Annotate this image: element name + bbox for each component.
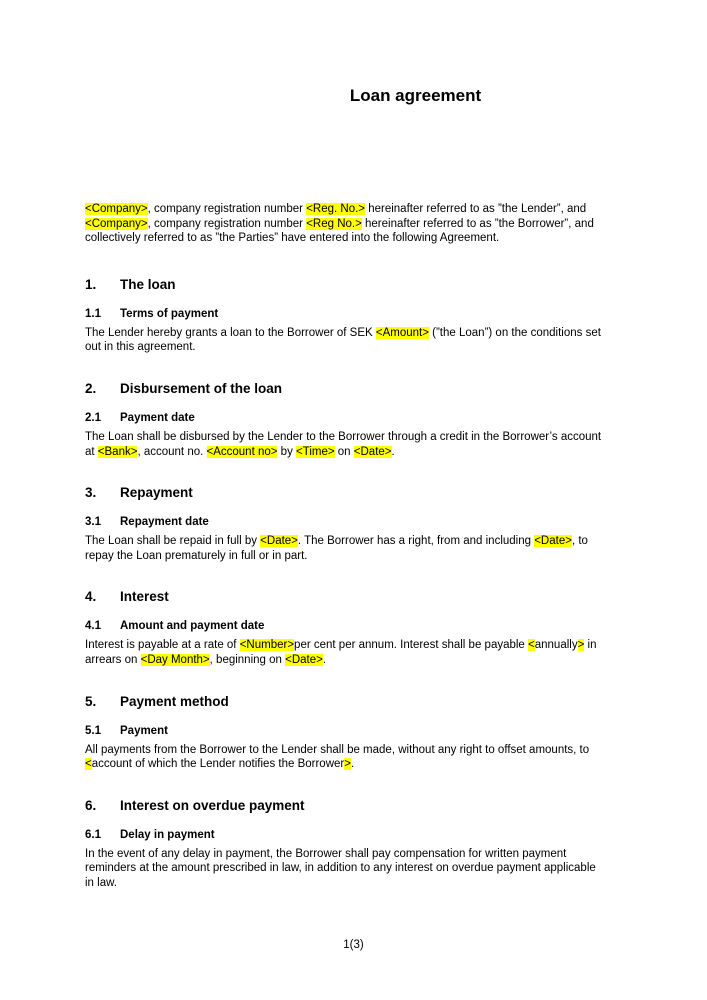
text-run: , company registration number xyxy=(147,217,307,230)
text-run: in law. xyxy=(85,876,117,889)
subsection-title: Terms of payment xyxy=(120,307,219,320)
placeholder-field[interactable]: <Date> xyxy=(353,445,392,458)
text-run: hereinafter referred to as ”the Borrower”, and xyxy=(361,217,594,230)
subsection-heading xyxy=(85,515,622,529)
section-number: 6. xyxy=(85,797,97,813)
text-run: . The Borrower has a right, from and including xyxy=(297,535,535,548)
section-3 xyxy=(85,485,622,563)
section-heading xyxy=(85,694,622,710)
section-heading xyxy=(85,381,622,397)
placeholder-field[interactable]: <Date> xyxy=(285,653,323,666)
placeholder-field[interactable]: <Bank> xyxy=(97,445,138,458)
text-run: . xyxy=(391,445,395,458)
section-heading xyxy=(85,485,622,501)
section-number: 2. xyxy=(85,380,97,396)
section-paragraph xyxy=(85,430,622,459)
section-number: 1. xyxy=(85,276,97,292)
text-run: out in this agreement. xyxy=(85,341,196,354)
page-number: 1(3) xyxy=(343,939,364,951)
section-title: Interest xyxy=(120,589,169,605)
placeholder-field[interactable]: <Time> xyxy=(296,445,335,458)
placeholder-field[interactable]: <Amount> xyxy=(375,326,429,339)
text-run: , to xyxy=(571,535,588,548)
text-run: reminders at the amount prescribed in law, in addition to any interest on overdue payment applicable xyxy=(85,862,596,875)
text-run: All payments from the Borrower to the Lender shall be made, without any right to offset amounts, to xyxy=(85,743,590,756)
text-run: . xyxy=(322,653,327,666)
text-run: account of which the Lender notifies the Borrower xyxy=(91,758,345,771)
subsection-heading xyxy=(85,411,622,425)
section-heading xyxy=(85,277,622,293)
text-run: . xyxy=(350,758,355,771)
text-run: In the event of any delay in payment, the Borrower shall pay compensation for written payment xyxy=(85,847,567,860)
text-run: annually xyxy=(534,639,578,652)
section-paragraph xyxy=(85,534,622,563)
subsection-heading xyxy=(85,724,622,738)
subsection-number: 6.1 xyxy=(85,828,101,841)
placeholder-field[interactable]: <Date> xyxy=(534,535,572,548)
text-run: , account no. xyxy=(137,445,207,458)
text-run: , beginning on xyxy=(209,653,286,666)
text-run: by xyxy=(277,445,297,458)
subsection-number: 2.1 xyxy=(85,411,101,424)
section-paragraph xyxy=(85,326,622,355)
placeholder-field[interactable]: <Account no> xyxy=(206,445,278,458)
subsection-number: 4.1 xyxy=(85,620,101,633)
section-number: 3. xyxy=(85,485,97,501)
section-title: Repayment xyxy=(120,485,193,501)
section-1 xyxy=(85,277,622,355)
text-run: The Loan shall be repaid in full by xyxy=(85,535,261,548)
section-5 xyxy=(85,694,622,772)
placeholder-field[interactable]: > xyxy=(577,639,585,652)
placeholder-field[interactable]: <Reg No.> xyxy=(306,217,362,230)
section-4 xyxy=(85,589,622,667)
placeholder-field[interactable]: <Day Month> xyxy=(140,653,210,666)
placeholder-field[interactable]: <Company> xyxy=(85,217,148,230)
placeholder-field[interactable]: < xyxy=(528,639,535,652)
text-run: on xyxy=(334,445,354,458)
subsection-number: 3.1 xyxy=(85,516,101,529)
subsection-title: Payment date xyxy=(120,411,195,424)
section-heading xyxy=(85,798,622,814)
section-heading xyxy=(85,589,622,605)
subsection-number: 1.1 xyxy=(85,307,101,320)
subsection-number: 5.1 xyxy=(85,724,101,737)
section-paragraph xyxy=(85,847,622,891)
document-title: Loan agreement xyxy=(349,86,482,105)
text-run: The Loan shall be disbursed by the Lender to the Borrower through a credit in the Borrower’s account xyxy=(85,430,602,443)
text-run: per cent per annum. Interest shall be payable xyxy=(294,639,529,652)
text-run: at xyxy=(85,445,98,458)
section-paragraph xyxy=(85,638,622,667)
section-6 xyxy=(85,798,622,891)
section-title: Disbursement of the loan xyxy=(120,380,283,396)
section-2 xyxy=(85,381,622,459)
text-run: in xyxy=(584,639,597,652)
placeholder-field[interactable]: <Number> xyxy=(239,639,295,652)
subsection-title: Amount and payment date xyxy=(120,620,265,633)
placeholder-field[interactable]: > xyxy=(344,758,351,771)
subsection-heading xyxy=(85,828,622,842)
section-title: The loan xyxy=(120,276,176,292)
document-content xyxy=(85,0,622,917)
text-run: arrears on xyxy=(85,653,141,666)
section-title: Interest on overdue payment xyxy=(120,797,305,813)
subsection-heading xyxy=(85,619,622,633)
subsection-title: Repayment date xyxy=(120,516,209,529)
text-run: collectively referred to as ”the Parties” have entered into the following Agreement. xyxy=(85,232,500,245)
intro-paragraph xyxy=(85,202,622,246)
text-run: hereinafter referred to as ”the Lender”, and xyxy=(365,203,587,215)
text-run: , company registration number xyxy=(147,203,307,215)
subsection-heading xyxy=(85,307,622,321)
subsection-title: Delay in payment xyxy=(120,828,215,841)
subsection-title: Payment xyxy=(120,724,168,737)
section-title: Payment method xyxy=(120,693,229,709)
placeholder-field[interactable]: <Reg. No.> xyxy=(306,203,366,215)
section-number: 4. xyxy=(85,589,97,605)
text-run: Interest is payable at a rate of xyxy=(85,639,240,652)
section-number: 5. xyxy=(85,693,97,709)
section-paragraph xyxy=(85,743,622,772)
text-run: (”the Loan”) on the conditions set xyxy=(428,326,601,339)
text-run: The Lender hereby grants a loan to the Borrower of SEK xyxy=(85,326,376,339)
placeholder-field[interactable]: <Date> xyxy=(260,535,298,548)
placeholder-field[interactable]: <Company> xyxy=(85,203,148,215)
text-run: repay the Loan prematurely in full or in part. xyxy=(85,549,308,562)
placeholder-field[interactable]: < xyxy=(85,758,92,771)
